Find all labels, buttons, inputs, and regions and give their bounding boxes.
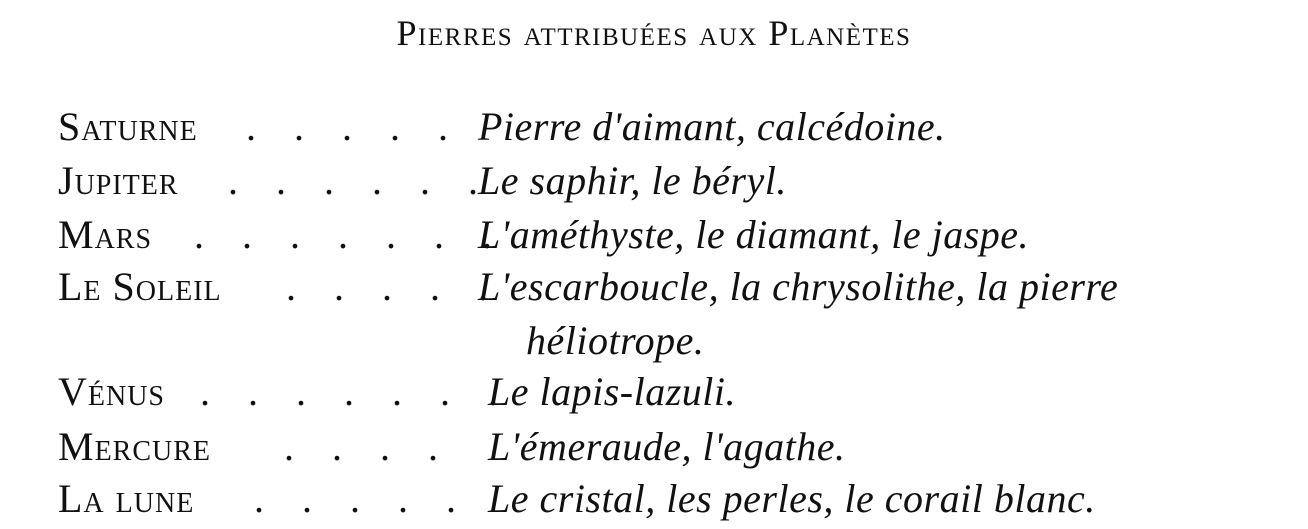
planet-name: Le Soleil	[58, 264, 222, 309]
stones-text: L'améthyste, le diamant, le jaspe.	[478, 212, 1030, 257]
entry-row-continuation	[58, 317, 1288, 369]
page-title: Pierres attribuées aux Planètes	[396, 13, 912, 53]
planet-name: Jupiter	[58, 158, 179, 203]
entry-row-mercure	[58, 423, 1288, 475]
planet-name: Vénus	[58, 369, 166, 414]
leader-dots: . . . . . . .	[194, 212, 506, 257]
stones-text: Le saphir, le béryl.	[478, 158, 787, 203]
planet-name: Saturne	[58, 104, 198, 149]
entry-row-saturne	[58, 103, 1288, 155]
leader-dots: . . . . .	[254, 476, 470, 521]
entry-row-jupiter	[58, 157, 1288, 209]
leader-dots: . . . . . .	[228, 158, 492, 203]
stones-text: Pierre d'aimant, calcédoine.	[478, 104, 946, 149]
leader-dots: . . . . .	[286, 264, 502, 309]
entry-row-lune	[58, 475, 1288, 527]
stones-text: L'émeraude, l'agathe.	[488, 424, 846, 469]
stones-continuation: héliotrope.	[526, 318, 705, 363]
entry-row-soleil	[58, 263, 1288, 315]
leader-dots: . . . . .	[246, 104, 462, 149]
stones-text: Le cristal, les perles, le corail blanc.	[488, 476, 1096, 521]
planet-name: La lune	[58, 476, 195, 521]
entry-row-venus	[58, 368, 1288, 420]
stones-text: Le lapis-lazuli.	[488, 369, 737, 414]
planet-name: Mars	[58, 212, 153, 257]
leader-dots: . . . . . . .	[200, 369, 512, 414]
stones-text: L'escarboucle, la chrysolithe, la pierre	[478, 264, 1119, 309]
planet-name: Mercure	[58, 424, 212, 469]
entry-row-mars	[58, 211, 1288, 263]
leader-dots: . . . .	[284, 424, 452, 469]
